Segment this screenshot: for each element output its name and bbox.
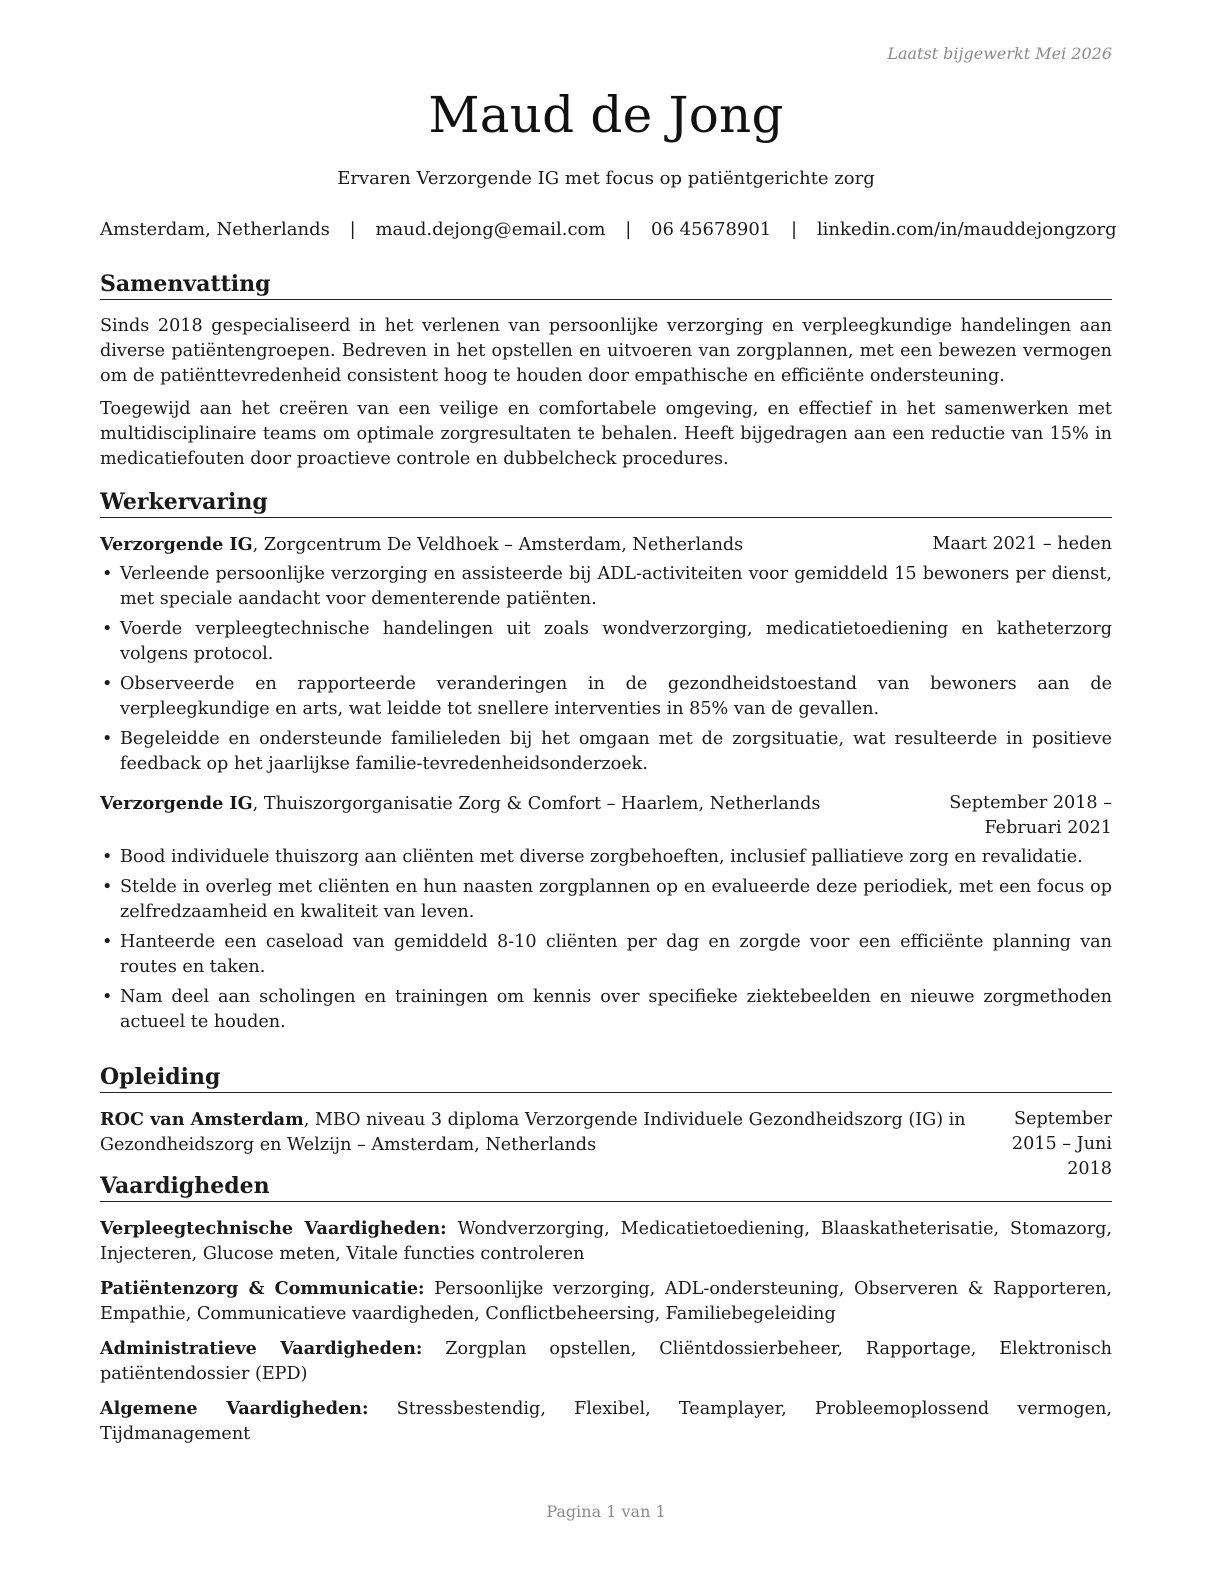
job-bullets xyxy=(100,562,1112,777)
skill-list: Wondverzorging, Medicatietoediening, Blaaskatheterisatie, Stomazorg, Injecteren, Glucose meten, Vitale functies controleren xyxy=(100,1219,1113,1264)
skill-list: Stressbestendig, Flexibel, Teamplayer, Probleemoplossend vermogen, Tijdmanagement xyxy=(100,1399,1112,1444)
bullet-text: Voerde verpleegtechnische handelingen uit zoals wondverzorging, medicatietoediening en katheterzorg volgens protocol. xyxy=(120,619,1112,664)
job-bullet xyxy=(100,985,1112,1035)
job-bullet xyxy=(100,672,1112,722)
resume-page xyxy=(100,0,1117,1584)
contact-separator: | xyxy=(625,219,632,240)
summary-paragraph: Toegewijd aan het creëren van een veilige en comfortabele omgeving, en effectief in het samenwerken met multidisciplinaire teams om optimale zorgresultaten te behalen. Heeft bijgedragen aan een reductie van 15% in medicatiefouten door proactieve controle en dubbelcheck procedures. xyxy=(100,399,1112,469)
headline: Ervaren Verzorgende IG met focus op patiëntgerichte zorg xyxy=(337,168,875,189)
job-org: , Thuiszorgorganisatie Zorg & Comfort – Haarlem, Netherlands xyxy=(252,794,821,814)
bullet-text: Bood individuele thuiszorg aan cliënten met diverse zorgbehoeften, inclusief palliatieve zorg en revalidatie. xyxy=(120,847,1083,867)
education-entry xyxy=(100,1107,1112,1182)
bullet-text: Stelde in overleg met cliënten en hun naasten zorgplannen op en evalueerde deze periodiek, met een focus op zelfredzaamheid en kwaliteit van leven. xyxy=(120,877,1112,922)
bullet-dot: • xyxy=(102,987,113,1007)
job-bullet xyxy=(100,727,1112,777)
summary-section xyxy=(100,270,1112,480)
contact-location: Amsterdam, Netherlands xyxy=(100,219,330,240)
candidate-name: Maud de Jong xyxy=(428,86,784,144)
bullet-dot: • xyxy=(102,674,113,694)
education-school: ROC van Amsterdam xyxy=(100,1109,304,1130)
skill-label: Administratieve Vaardigheden: xyxy=(100,1338,423,1359)
job-dates: Maart 2021 – heden xyxy=(932,534,1112,554)
bullet-text: Verleende persoonlijke verzorging en assisteerde bij ADL-activiteiten voor gemiddeld 15 bewoners per dienst, met speciale aandacht voor dementerende patiënten. xyxy=(120,564,1112,609)
summary-paragraph: Sinds 2018 gespecialiseerd in het verlenen van persoonlijke verzorging en verpleegkundige handelingen aan diverse patiëntengroepen. Bedreven in het opstellen en uitvoeren van zorgplannen, met een bewezen vermogen om de patiënttevredenheid consistent hoog te houden door empathische en efficiënte ondersteuning. xyxy=(100,316,1112,386)
job-org: , Zorgcentrum De Veldhoek – Amsterdam, Netherlands xyxy=(252,535,744,555)
job-bullet xyxy=(100,617,1112,667)
skill-group xyxy=(100,1276,1112,1327)
skill-label: Patiëntenzorg & Communicatie: xyxy=(100,1278,425,1299)
skill-group xyxy=(100,1396,1112,1447)
bullet-text: Begeleidde en ondersteunde familieleden bij het omgaan met de zorgsituatie, wat resulteerde in positieve feedback op het jaarlijkse familie-tevredenheidsonderzoek. xyxy=(120,729,1112,774)
skill-label: Algemene Vaardigheden: xyxy=(100,1398,369,1419)
job-bullets xyxy=(100,845,1112,1035)
job-bullet xyxy=(100,930,1112,980)
job-bullet xyxy=(100,845,1112,870)
last-updated: Laatst bijgewerkt Mei 2026 xyxy=(887,44,1112,63)
bullet-dot: • xyxy=(102,932,113,952)
section-title-summary: Samenvatting xyxy=(100,270,1112,300)
job-title-line xyxy=(100,532,743,558)
education-line xyxy=(100,1107,980,1182)
experience-section xyxy=(100,488,1112,1040)
bullet-dot: • xyxy=(102,847,113,867)
skill-list: Zorgplan opstellen, Cliëntdossierbeheer, Rapportage, Elektronisch patiëntendossier (EPD) xyxy=(100,1339,1113,1384)
job-header xyxy=(100,532,1112,558)
job-header xyxy=(100,791,1112,841)
job-entry xyxy=(100,791,1112,1035)
skills-section xyxy=(100,1172,1112,1456)
job-role: Verzorgende IG xyxy=(100,534,253,555)
job-bullet xyxy=(100,562,1112,612)
education-detail: , MBO niveau 3 diploma Verzorgende Individuele Gezondheidszorg (IG) in Gezondheidszorg en Welzijn – Amsterdam, Netherlands xyxy=(100,1110,966,1155)
skill-group xyxy=(100,1336,1112,1387)
section-title-experience: Werkervaring xyxy=(100,488,1112,518)
section-title-skills: Vaardigheden xyxy=(100,1172,1112,1202)
skill-group xyxy=(100,1216,1112,1267)
job-bullet xyxy=(100,875,1112,925)
job-dates: September 2018 – Februari 2021 xyxy=(949,793,1112,838)
contact-linkedin[interactable]: linkedin.com/in/mauddejongzorg xyxy=(816,219,1117,240)
job-entry xyxy=(100,532,1112,777)
education-section xyxy=(100,1063,1112,1182)
page-number: Pagina 1 van 1 xyxy=(546,1502,666,1521)
contact-email[interactable]: maud.dejong@email.com xyxy=(375,219,606,240)
bullet-dot: • xyxy=(102,619,113,639)
bullet-dot: • xyxy=(102,877,113,897)
skill-label: Verpleegtechnische Vaardigheden: xyxy=(100,1218,447,1239)
bullet-text: Nam deel aan scholingen en trainingen om kennis over specifieke ziektebeelden en nieuwe zorgmethoden actueel te houden. xyxy=(120,987,1112,1032)
bullet-text: Observeerde en rapporteerde veranderingen in de gezondheidstoestand van bewoners aan de verpleegkundige en arts, wat leidde tot snellere interventies in 85% van de gevallen. xyxy=(120,674,1112,719)
section-title-education: Opleiding xyxy=(100,1063,1112,1093)
education-dates: September 2015 – Juni 2018 xyxy=(1011,1109,1112,1179)
job-title-line xyxy=(100,791,820,841)
bullet-text: Hanteerde een caseload van gemiddeld 8-10 cliënten per dag en zorgde voor een efficiënte planning van routes en taken. xyxy=(120,932,1112,977)
contact-phone: 06 45678901 xyxy=(651,219,772,240)
job-role: Verzorgende IG xyxy=(100,793,253,814)
bullet-dot: • xyxy=(102,564,113,584)
skill-list: Persoonlijke verzorging, ADL-ondersteuning, Observeren & Rapporteren, Empathie, Communicatieve vaardigheden, Conflictbeheersing, Familiebegeleiding xyxy=(100,1279,1112,1324)
contact-separator: | xyxy=(349,219,356,240)
bullet-dot: • xyxy=(102,729,113,749)
contact-separator: | xyxy=(791,219,798,240)
contact-line xyxy=(100,219,1117,240)
